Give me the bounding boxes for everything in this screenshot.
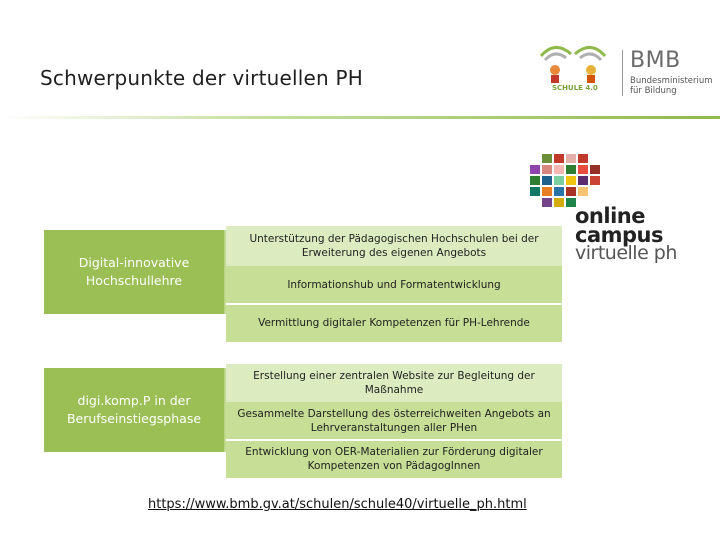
bmb-logo-subtitle xyxy=(630,76,713,96)
list-item: Gesammelte Darstellung des österreichweiten Angebots an Lehrveranstaltungen aller PHen xyxy=(226,402,562,440)
online-campus-logo-line3: virtuelle ph xyxy=(575,242,677,264)
slide-title: Schwerpunkte der virtuellen PH xyxy=(40,66,363,90)
group-box-digikomp xyxy=(44,368,224,452)
bmb-divider xyxy=(622,50,623,96)
bmb-logo: BMB xyxy=(630,48,681,73)
row-divider xyxy=(226,439,562,441)
online-campus-logo-line2: campus xyxy=(575,223,663,247)
bmb-subtitle-line1: Bundesministerium xyxy=(630,76,713,86)
title-divider xyxy=(0,116,720,119)
group-box-digital-innovative xyxy=(44,230,224,314)
schule-4-0-logo-text: SCHULE 4.0 xyxy=(552,84,598,92)
virtuelle-ph-link[interactable]: https://www.bmb.gv.at/schulen/schule40/virtuelle_ph.html xyxy=(148,497,527,512)
row-divider xyxy=(226,303,562,305)
list-item: Entwicklung von OER-Materialien zur Förderung digitaler Kompetenzen von PädagogInnen xyxy=(226,440,562,478)
list-item: Informationshub und Formatentwicklung xyxy=(226,266,562,304)
bmb-subtitle-line2: für Bildung xyxy=(630,86,677,96)
list-item: Vermittlung digitaler Kompetenzen für PH-Lehrende xyxy=(226,304,562,342)
list-item: Erstellung einer zentralen Website zur Begleitung der Maßnahme xyxy=(226,364,562,402)
group-label: digi.komp.P in der Berufseinstiegsphase xyxy=(66,393,202,426)
list-item: Unterstützung der Pädagogischen Hochschulen bei der Erweiterung des eigenen Angebots xyxy=(226,226,562,266)
group-label: Digital-innovative Hochschullehre xyxy=(78,255,190,288)
online-campus-logo-line1: online xyxy=(575,204,645,228)
